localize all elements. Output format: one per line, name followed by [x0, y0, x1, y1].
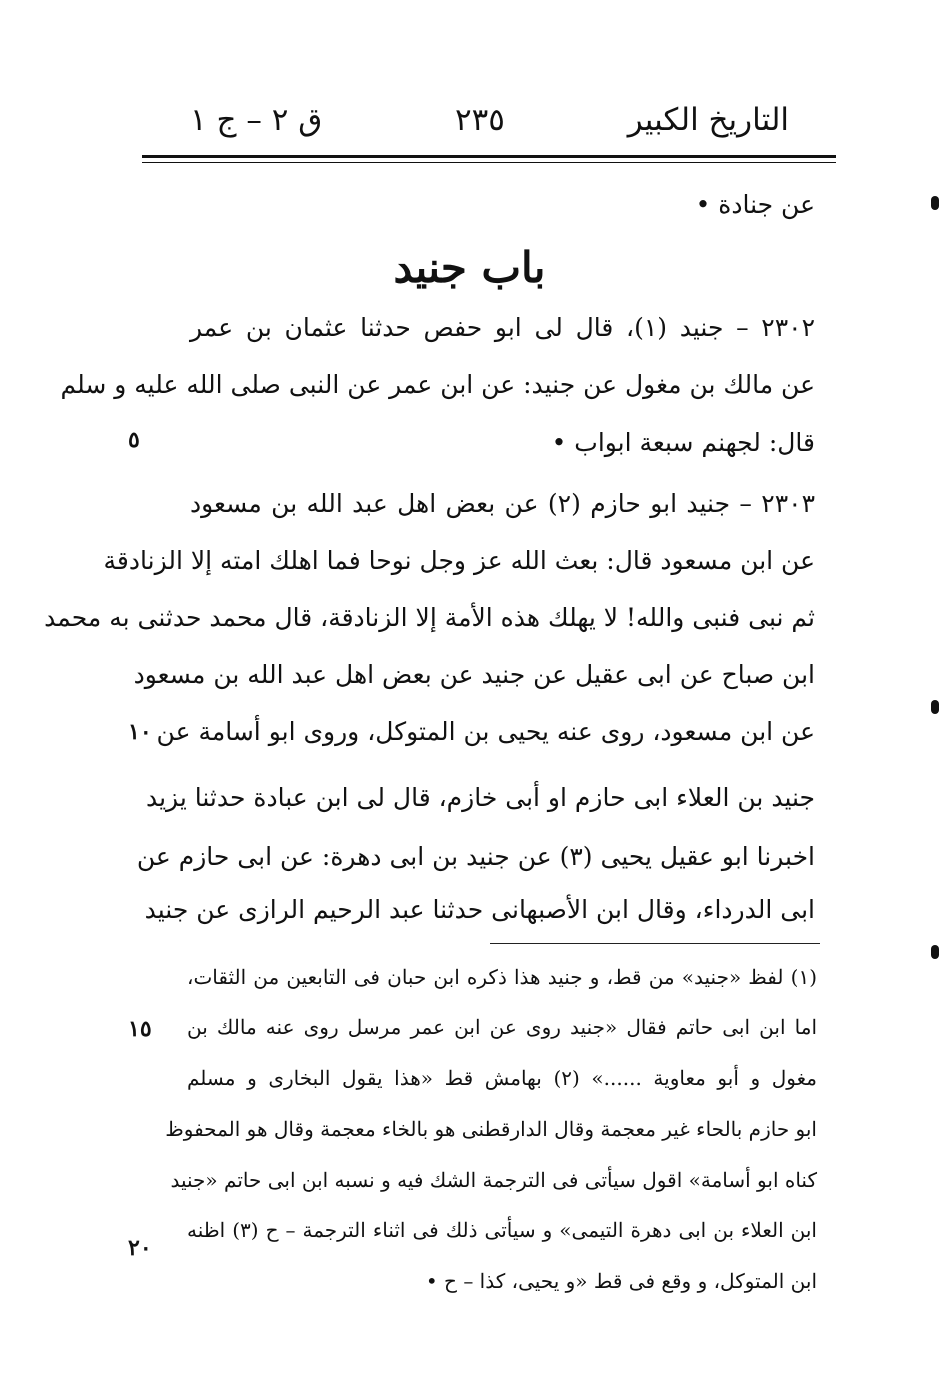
- footnote-line: ابو حازم بالحاء غير معجمة وقال الدارقطنى هو بالخاء معجمة وقال هو المحفوظ: [165, 1117, 817, 1141]
- text-line: قال: لجهنم سبعة ابواب •: [551, 428, 815, 457]
- intro-line: عن جنادة •: [695, 190, 815, 219]
- scan-edge-mark: [931, 945, 939, 959]
- footnote-rule: [490, 943, 820, 944]
- text-line: ثم نبى فنبى والله! لا يهلك هذه الأمة إلا الزنادقة، قال محمد حدثنى به محمد: [44, 603, 815, 632]
- text-line: ابن صباح عن ابى عقيل عن جنيد عن بعض اهل عبد الله بن مسعود: [133, 660, 815, 689]
- header-rule-thin: [142, 162, 836, 163]
- text-line: جنيد بن العلاء ابى حازم او أبى خازم، قال لى ابن عبادة حدثنا يزيد: [145, 783, 815, 812]
- text-line: اخبرنا ابو عقيل يحيى (٣) عن جنيد بن ابى دهرة: عن ابى حازم عن: [136, 842, 815, 871]
- footnote-line: مغول و أبو معاوية ......» (٢) بهامش قط «هذا يقول البخارى و مسلم: [187, 1066, 817, 1090]
- running-title: التاريخ الكبير: [627, 102, 789, 138]
- text-line: ابى الدرداء، وقال ابن الأصبهانى حدثنا عبد الرحيم الرازى عن جنيد: [144, 895, 815, 924]
- footnote-line: اما ابن ابى حاتم فقال «جنيد روى عن ابن عمر مرسل روى عنه مالك بن: [187, 1015, 817, 1039]
- text-line: عن ابن مسعود، روى عنه يحيى بن المتوكل، وروى ابو أسامة عن: [156, 717, 815, 746]
- footnote-line: (١) لفظ «جنيد» من قط، و جنيد هذا ذكره ابن حبان فى التابعين من الثقات،: [187, 965, 817, 989]
- line-number-20: ٢٠: [128, 1235, 152, 1261]
- footnote-line: ابن العلاء بن ابى دهرة التيمى» و سيأتى ذلك فى اثناء الترجمة – ح (٣) اظنه: [187, 1218, 817, 1242]
- header-rule-thick: [142, 155, 836, 158]
- text-line: عن ابن مسعود قال: بعث الله عز وجل نوحا فما اهلك امته إلا الزنادقة: [103, 546, 815, 575]
- footnote-line: ابن المتوكل، و وقع فى قط «و يحيى، كذا – ح •: [425, 1269, 817, 1293]
- text-line: عن مالك بن مغول عن جنيد: عن ابن عمر عن النبى صلى الله عليه و سلم: [60, 370, 815, 399]
- volume-marker: ق ٢ – ج ١: [190, 102, 323, 138]
- line-number-5: ٥: [128, 427, 140, 453]
- text-line: ٢٣٠٣ – جنيد ابو حازم (٢) عن بعض اهل عبد الله بن مسعود: [190, 489, 816, 518]
- line-number-15: ١٥: [128, 1016, 152, 1042]
- page-number: ٢٣٥: [455, 102, 505, 138]
- footnote-line: كناه ابو أسامة» اقول سيأتى فى الترجمة الشك فيه و نسبه ابن ابى حاتم «جنيد: [170, 1168, 817, 1192]
- section-heading: باب جنيد: [393, 243, 546, 292]
- scan-edge-mark: [931, 196, 939, 210]
- line-number-10: ١٠: [128, 719, 152, 745]
- scan-edge-mark: [931, 700, 939, 714]
- text-line: ٢٣٠٢ – جنيد (١)، قال لى ابو حفص حدثنا عثمان بن عمر: [190, 313, 815, 342]
